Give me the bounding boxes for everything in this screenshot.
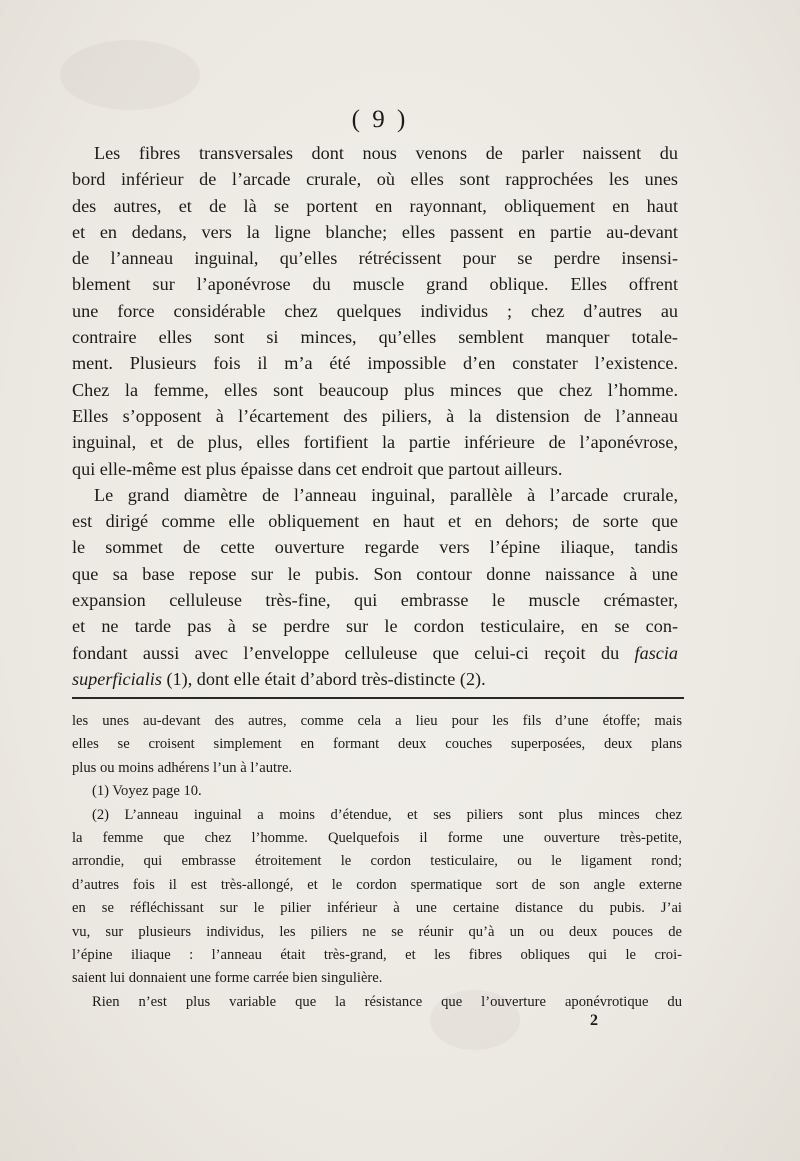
text-line: contraire elles sont si minces, qu’elles semblent manquer totale- [72, 327, 678, 348]
signature-mark: 2 [590, 1012, 598, 1029]
text-line: Les fibres transversales dont nous venons de parler naissent du [94, 143, 678, 163]
footnote-line: arrondie, qui embrasse étroitement le cordon testiculaire, ou le ligament rond; [72, 853, 682, 870]
footnote-line: plus ou moins adhérens l’un à l’autre. [72, 759, 293, 776]
text-line: le sommet de cette ouverture regarde vers l’épine iliaque, tandis [72, 537, 678, 558]
text-line: et en dedans, vers la ligne blanche; elles passent en partie au-devant [72, 221, 678, 242]
italic-term: fascia [634, 642, 678, 663]
footnote-line: d’autres fois il est très-allongé, et le cordon spermatique sort de son angle externe [72, 876, 682, 893]
text-line-final [72, 666, 678, 692]
page-number: ( 9 ) [351, 106, 409, 133]
footnote-line: les unes au-devant des autres, comme cela a lieu pour les fils d’une étoffe; mais [72, 713, 682, 729]
text-line: est dirigé comme elle obliquement en haut et en dehors; de sorte que [72, 511, 678, 532]
footnote-line: (2) L’anneau inguinal a moins d’étendue, et ses piliers sont plus minces chez [92, 806, 682, 823]
paper-stain [60, 40, 200, 110]
footnote-line: (1) Voyez page 10. [92, 783, 202, 800]
footnote-rule [72, 697, 684, 699]
text-line: Le grand diamètre de l’anneau inguinal, parallèle à l’arcade crurale, [94, 484, 678, 505]
footnote-line: elles se croisent simplement en formant deux couches superposées, deux plans [72, 736, 682, 753]
footnote-line: Rien n’est plus variable que la résistance que l’ouverture aponévrotique du [92, 993, 682, 1010]
text-line: qui elle-même est plus épaisse dans cet endroit que partout ailleurs. [72, 458, 563, 479]
text-line: Elles s’opposent à l’écartement des piliers, à la distension de l’anneau [72, 405, 678, 426]
text-line: expansion celluleuse très-fine, qui embrasse le muscle crémaster, [72, 590, 678, 611]
footnote-line: en se réfléchissant sur le pilier inférieur à une certaine distance du pubis. J’ai [72, 900, 682, 917]
text-line: bord inférieur de l’arcade crurale, où elles sont rapprochées les unes [72, 169, 678, 190]
main-text [72, 140, 678, 692]
text-line: que sa base repose sur le pubis. Son contour donne naissance à une [72, 563, 678, 584]
italic-term: superficialis [72, 668, 162, 689]
footnote-line: l’épine iliaque : l’anneau était très-grand, et les fibres obliques qui le croi- [72, 946, 682, 963]
footnotes [72, 710, 682, 1014]
text-line: blement sur l’aponévrose du muscle grand oblique. Elles offrent [72, 274, 678, 295]
text-segment: fondant aussi avec l’enveloppe celluleuse que celui-ci reçoit du [72, 642, 620, 663]
text-line: des autres, et de là se portent en rayonnant, obliquement en haut [72, 195, 678, 216]
footnote-line: la femme que chez l’homme. Quelquefois il forme une ouverture très-petite, [72, 829, 682, 846]
footnote-line: saient lui donnaient une forme carrée bien singulière. [72, 970, 383, 987]
text-line: et ne tarde pas à se perdre sur le cordon testiculaire, en se con- [72, 616, 678, 637]
text-line: ment. Plusieurs fois il m’a été impossible d’en constater l’existence. [72, 353, 678, 374]
text-line: de l’anneau inguinal, qu’elles rétrécissent pour se perdre insensi- [72, 248, 678, 269]
text-line-with-italic [72, 640, 678, 666]
footnote-line: vu, sur plusieurs individus, les piliers ne se réunir qu’à un ou deux pouces de [72, 923, 682, 940]
text-line: inguinal, et de plus, elles fortifient la partie inférieure de l’aponévrose, [72, 432, 678, 453]
text-line: une force considérable chez quelques individus ; chez d’autres au [72, 300, 678, 321]
text-segment: (1), dont elle était d’abord très-distincte (2). [161, 668, 486, 689]
text-line: Chez la femme, elles sont beaucoup plus minces que chez l’homme. [72, 379, 678, 400]
